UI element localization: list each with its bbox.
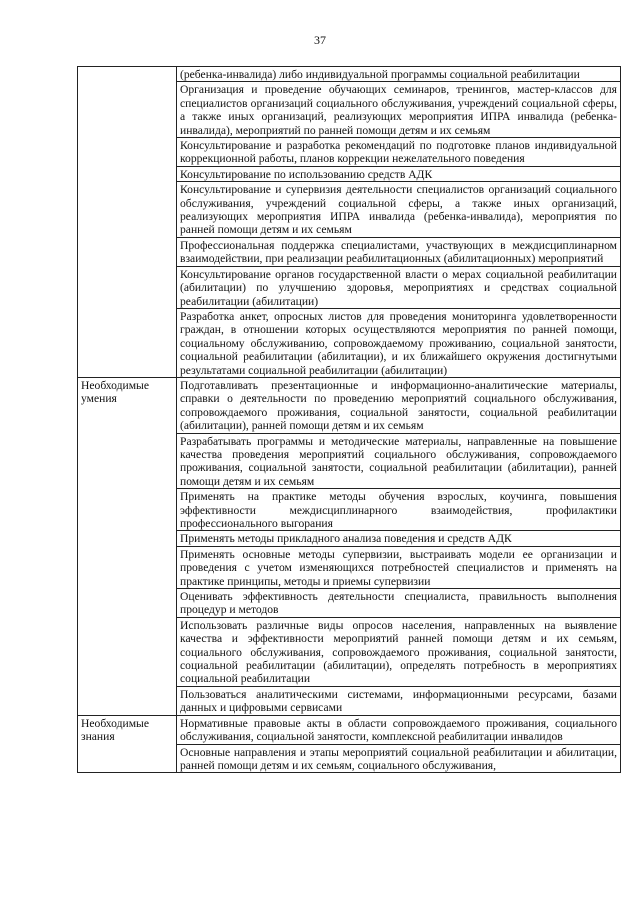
competency-table (77, 66, 621, 773)
table-cell-text: Подготавливать презентационные и информационно-аналитические материалы, справки о деятельности по проведению мероприятий социального обслуживания, сопровождаемого проживания, социальной занятости, социальной реабилитации (абилитации), ранней помощи детям и их семьям (177, 377, 621, 433)
table-row (78, 67, 621, 82)
table-cell-text: Оценивать эффективность деятельности специалиста, правильность выполнения процедур и методов (177, 589, 621, 618)
table-cell-text: Нормативные правовые акты в области сопровождаемого проживания, социального обслуживания, социальной занятости, комплексной реабилитации инвалидов (177, 715, 621, 744)
table-cell-text: Разработка анкет, опросных листов для проведения мониторинга удовлетворенности граждан, в отношении которых осуществляются мероприятия по ранней помощи, социальному обслуживанию, сопровождаемому проживанию, социальной занятости, социальной реабилитации (абилитации), и их ближайшего окружения достигнутыми результатами социальной реабилитации (абилитации) (177, 308, 621, 377)
table-cell-text: Разрабатывать программы и методические материалы, направленные на повышение качества проведения мероприятий социального обслуживания, сопровождаемого проживания, социальной занятости, социальной реабилитации (абилитации), ранней помощи детям и их семьям (177, 433, 621, 489)
table-cell-text: Консультирование по использованию средств АДК (177, 166, 621, 181)
table-cell-text: Применять методы прикладного анализа поведения и средств АДК (177, 531, 621, 546)
table-cell-text: Основные направления и этапы мероприятий социальной реабилитации и абилитации, ранней помощи детям и их семьям, социального обслуживания, (177, 744, 621, 773)
table-cell-text: Консультирование и супервизия деятельности специалистов организаций социального обслуживания, учреждений социальной сферы, а также иных организаций, реализующих мероприятия ИПРА инвалида (ребенка-инвалида), мероприятия по ранней помощи детям и их семьям (177, 182, 621, 238)
table-cell-text: Профессиональная поддержка специалистами, участвующих в междисциплинарном взаимодействии, при реализации реабилитационных (абилитационных) мероприятий (177, 237, 621, 266)
table-cell-text: Организация и проведение обучающих семинаров, тренингов, мастер-классов для специалистов организаций социального обслуживания, учреждений социальной сферы, а также иных организаций, реализующих мероприятия ИПРА инвалида (ребенка-инвалида), мероприятий по ранней помощи детям и их семьям (177, 82, 621, 138)
section-label (78, 67, 177, 378)
table-cell-text: (ребенка-инвалида) либо индивидуальной программы социальной реабилитации (177, 67, 621, 82)
table-cell-text: Консультирование и разработка рекомендаций по подготовке планов индивидуальной коррекционной работы, планов коррекции нежелательного поведения (177, 138, 621, 167)
table-cell-text: Применять основные методы супервизии, выстраивать модели ее организации и проведения с учетом изменяющихся потребностей специалистов и применять на практике принципы, методы и приемы супервизии (177, 546, 621, 588)
table-cell-text: Консультирование органов государственной власти о мерах социальной реабилитации (абилитации) по улучшению здоровья, мероприятиях и средствах социальной реабилитации (абилитации) (177, 266, 621, 308)
table-row (78, 715, 621, 744)
table-row (78, 377, 621, 433)
table-cell-text: Пользоваться аналитическими системами, информационными ресурсами, базами данных и цифровыми сервисами (177, 686, 621, 715)
table-cell-text: Применять на практике методы обучения взрослых, коучинга, повышения эффективности междисциплинарного взаимодействия, профилактики профессионального выгорания (177, 489, 621, 531)
section-label: Необходимые знания (78, 715, 177, 773)
page-number: 37 (314, 33, 326, 47)
table-cell-text: Использовать различные виды опросов населения, направленных на выявление качества и эффективности мероприятий ранней помощи детям и их семьям, социального обслуживания, сопровождаемого проживания, социальной занятости, социальной реабилитации (абилитации), определять потребность в мероприятиях социальной реабилитации (177, 617, 621, 686)
section-label: Необходимые умения (78, 377, 177, 715)
